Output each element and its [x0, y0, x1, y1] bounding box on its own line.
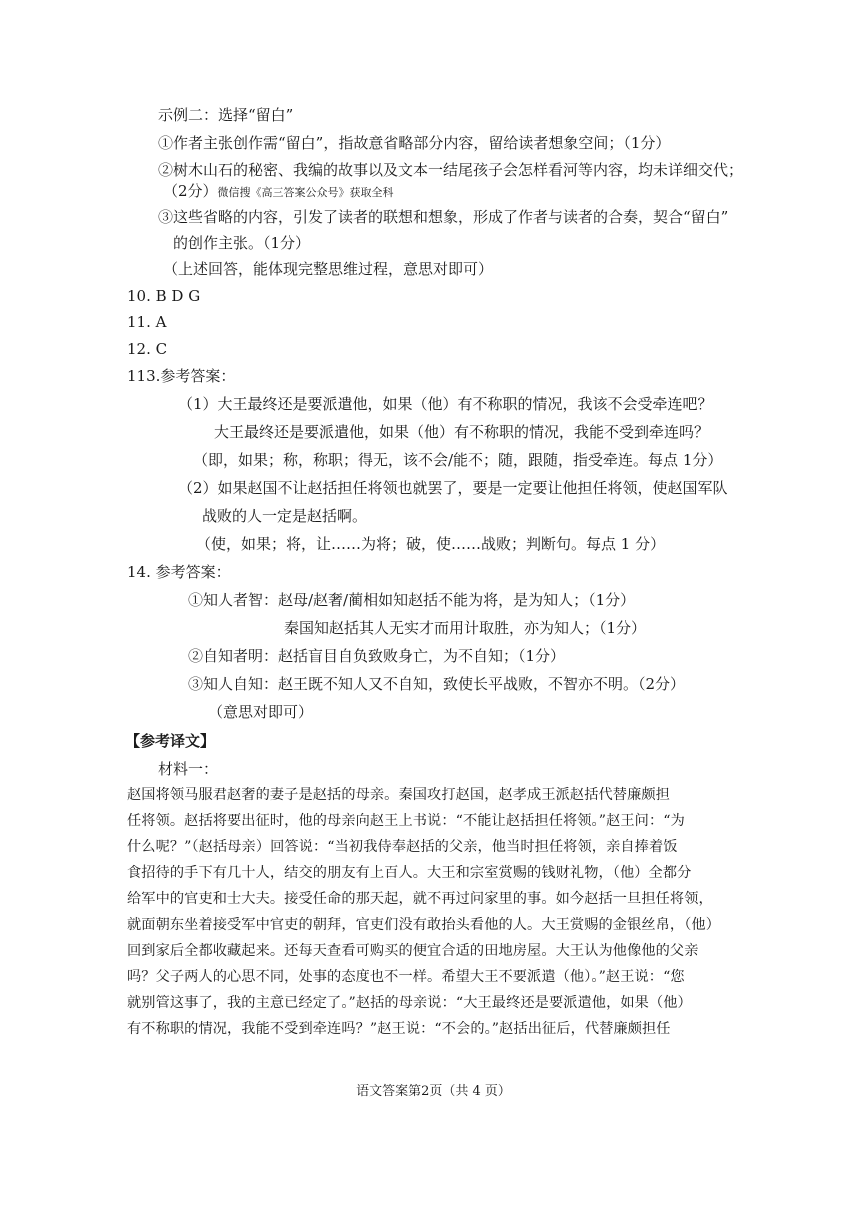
q13-answer-2-cont: 战败的人一定是赵括啊。	[202, 507, 368, 525]
q14-line-5: （意思对即可）	[208, 703, 314, 721]
example-two-point-3: ③这些省略的内容，引发了读者的联想和想象，形成了作者与读者的合奏，契合“留白”	[158, 208, 729, 226]
answer-11: 11. A	[127, 313, 167, 331]
example-two-point-1: ①作者主张创作需“留白”，指故意省略部分内容，留给读者想象空间；（1分）	[158, 134, 671, 152]
q13-title: 113.参考答案：	[127, 367, 236, 385]
q14-line-3: ②自知者明：赵括盲目自负致败身亡，为不自知；（1分）	[188, 647, 566, 665]
translation-line: 给军中的官吏和士大夫。接受任命的那天起，就不再过问家里的事。如今赵括一旦担任将领，	[127, 891, 713, 907]
q13-answer-2: （2）如果赵国不让赵括担任将领也就罢了，要是一定要让他担任将领，使赵国军队	[178, 479, 728, 497]
translation-material-label: 材料一：	[158, 760, 219, 778]
example-two-point-2-score-line	[163, 181, 394, 203]
q14-line-1: ①知人者智：赵母/赵奢/蔺相如知赵括不能为将，是为知人；（1分）	[188, 591, 636, 609]
translation-line: 赵国将领马服君赵奢的妻子是赵括的母亲。秦国攻打赵国，赵孝成王派赵括代替廉颇担	[127, 787, 670, 803]
q13-answer-2-points: （使，如果；将，让……为将；破，使……战败；判断句。每点 1 分）	[196, 535, 666, 553]
translation-line: 食招待的手下有几十人，结交的朋友有上百人。大王和宗室赏赐的钱财礼物，（他）全都分	[127, 865, 692, 881]
q14-line-2: 秦国知赵括其人无实才而用计取胜，亦为知人；（1分）	[284, 619, 647, 637]
example-two-note: （上述回答，能体现完整思维过程，意思对即可）	[163, 260, 494, 278]
q13-answer-1-alt: 大王最终还是要派遣他，如果（他）有不称职的情况，我能不受到牵连吗？	[214, 423, 710, 441]
page-footer: 语文答案第2页（共 4 页）	[356, 1084, 511, 1099]
translation-line: 回到家后全都收藏起来。还每天查看可购买的便宜合适的田地房屋。大王认为他像他的父亲	[127, 943, 699, 959]
q14-line-4: ③知人自知：赵王既不知人又不自知，致使长平战败，不智亦不明。（2分）	[188, 675, 686, 693]
q13-answer-1: （1）大王最终还是要派遣他，如果（他）有不称职的情况，我该不会受牵连吧？	[178, 395, 713, 413]
translation-line: 有不称职的情况，我能不受到牵连吗？”赵王说：“不会的。”赵括出征后，代替廉颇担任	[127, 1021, 671, 1037]
translation-line: 就别管这事了，我的主意已经定了。”赵括的母亲说：“大王最终还是要派遣他，如果（他）	[127, 995, 692, 1011]
q14-title: 14. 参考答案：	[127, 563, 231, 581]
answer-12: 12. C	[127, 340, 168, 358]
translation-line: 吗？父子两人的心思不同，处事的态度也不一样。希望大王不要派遣（他）。”赵王说：“您	[127, 969, 685, 985]
q13-answer-1-points: （即，如果；称，称职；得无，该不会/能不；随，跟随，指受牵连。每点 1分）	[193, 451, 723, 469]
example-two-point-2-score: （2分）	[163, 182, 218, 200]
translation-line: 任将领。赵括将要出征时，他的母亲向赵王上书说：“不能让赵括担任将领。”赵王问：“为	[127, 813, 685, 829]
example-two-point-2: ②树木山石的秘密、我编的故事以及文本一结尾孩子会怎样看河等内容，均未详细交代；	[158, 161, 744, 179]
watermark-text: 微信搜《高三答案公众号》获取全科	[217, 186, 394, 199]
answer-10: 10. B D G	[127, 287, 201, 305]
translation-heading: 【参考译文】	[125, 732, 216, 750]
example-two-point-3-cont: 的创作主张。（1分）	[173, 234, 311, 252]
example-two-title: 示例二：选择“留白”	[158, 106, 294, 124]
translation-line: 什么呢？”（赵括母亲）回答说：“当初我侍奉赵括的父亲，他当时担任将领，亲自捧着饭	[127, 839, 678, 855]
translation-line: 就面朝东坐着接受军中官吏的朝拜，官吏们没有敢抬头看他的人。大王赏赐的金银丝帛，（他）	[127, 917, 720, 933]
